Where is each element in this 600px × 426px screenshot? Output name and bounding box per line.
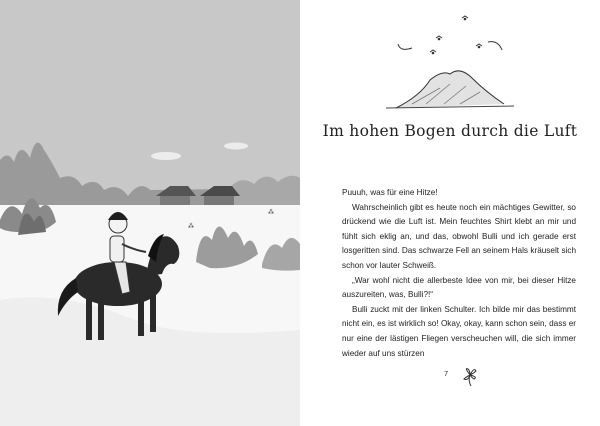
svg-text:⁂: ⁂ (188, 223, 194, 230)
flower-doodle-icon (458, 365, 482, 387)
paragraph: Puuuh, was für eine Hitze! (342, 188, 438, 197)
paragraph: „War wohl nicht die allerbeste Idee von mir, bei dieser Hitze auszureiten, was, Bulli?!“ (342, 275, 576, 300)
hill-with-flies-icon (300, 0, 600, 120)
svg-text:⁂: ⁂ (268, 209, 274, 216)
paragraph: Bulli zuckt mit der linken Schulter. Ich bilde mir das bestimmt nicht ein, es ist wirklich so! Okay, okay, kann schon sein, dass er nur eine der lästigen Fliegen verscheuchen will, die sich immer wieder auf uns stürzen (342, 304, 576, 358)
text-page (300, 0, 600, 426)
page-number: 7 (444, 369, 449, 378)
paragraph: Wahrscheinlich gibt es heute noch ein mächtiges Gewitter, so drückend wie die Luft ist. Mein feuchtes Shirt klebt an mir und fühlt sich eklig an, und das, obwohl Bulli und ich gerade erst losgeritten sind. Das schwarze Fell an seinem Hals kräuselt sich schon vor lauter Schweiß. (342, 202, 576, 270)
body-text (342, 186, 576, 361)
chapter-title: Im hohen Bogen durch die Luft (322, 122, 578, 140)
